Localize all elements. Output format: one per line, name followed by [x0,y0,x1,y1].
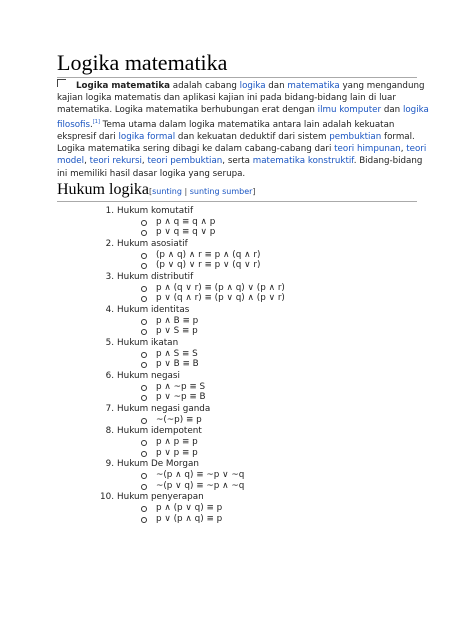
bullet-icon [141,253,147,259]
intro-paragraph: Logika matematika adalah cabang logika dan matematika yang mengandung kajian logika matematis dan aplikasi kajian ini pada bidang-bidang lain di luar matematika. Logika matematika berhubungan erat dengan ilmu komputer dan logika filosofis.[1] Tema utama dalam logika matematika antara lain adalah kekuatan ekspresif dari logika formal dan kekuatan deduktif dari sistem pembuktian formal. Logika matematika sering dibagi ke dalam cabang-cabang dari teori himpunan, teori model, teori rekursi, teori pembuktian, serta matematika konstruktif. Bidang-bidang ini memiliki hasil dasar logika yang serupa. [57,81,429,179]
law-formula: p ∨ (q ∧ r) ≡ (p ∨ q) ∧ (p ∨ r) [156,293,285,304]
link-matematika-konstruktif[interactable]: matematika konstruktif [252,156,354,167]
law-number: 7. [105,404,114,414]
link-logika[interactable]: logika [239,81,266,91]
link-teori-himpunan[interactable]: teori himpunan [334,144,401,155]
intro-term: Logika matematika [76,81,171,91]
law-name: Hukum distributif [117,272,194,282]
law-name: Hukum negasi ganda [117,404,211,414]
bullet-icon [141,263,147,269]
law-number: 8. [105,426,114,437]
law-formula: p ∧ p ≡ p [156,436,198,447]
bullet-icon [141,506,147,512]
broken-image-icon [57,79,66,87]
edit-link[interactable]: sunting [152,187,182,196]
link-teori-rekursi[interactable]: teori rekursi [89,156,142,167]
title-divider [57,77,417,78]
link-teori-pembuktian[interactable]: teori pembuktian [147,156,223,167]
law-formula: (p ∧ q) ∧ r ≡ p ∧ (q ∧ r) [156,249,261,260]
law-formula: ~(p ∨ q) ≡ ~p ∧ ~q [156,480,245,491]
link-matematika[interactable]: matematika [287,81,340,91]
bullet-icon [141,296,147,302]
link-logika-filosofis[interactable]: logika filosofis [57,105,429,131]
law-name: Hukum asosiatif [117,239,188,249]
bullet-icon [141,395,147,401]
law-name: Hukum ikatan [117,338,179,348]
bullet-icon [141,473,147,479]
law-name: Hukum komutatif [117,206,194,216]
reference-marker[interactable]: [1] [92,119,100,126]
law-formula: p ∨ p ≡ p [156,447,198,458]
law-number: 1. [105,206,114,216]
law-number: 10. [100,492,114,503]
bullet-icon [141,286,147,292]
section-title: Hukum logika [57,181,149,198]
law-formula: p ∨ S ≡ p [156,326,198,337]
bullet-icon [141,451,147,457]
law-formula: p ∧ (p ∨ q) ≡ p [156,502,223,513]
bullet-icon [141,220,147,226]
section-heading [57,181,256,199]
law-number: 6. [105,371,114,381]
law-formula: p ∧ S ≡ S [156,348,198,359]
law-formula: ~(~p) ≡ p [156,414,202,425]
page-title: Logika matematika [57,50,228,75]
law-formula: p ∨ B ≡ B [156,359,199,370]
law-number: 2. [105,239,114,249]
section-divider [57,201,417,202]
link-ilmu-komputer[interactable]: ilmu komputer [317,105,382,116]
law-number: 9. [105,459,114,470]
law-name: Hukum negasi [117,371,180,381]
law-name: Hukum penyerapan [117,492,204,503]
law-formula: p ∧ B ≡ p [156,315,199,326]
law-number: 5. [105,338,114,348]
link-pembuktian[interactable]: pembuktian [329,132,382,143]
law-name: Hukum idempotent [117,426,202,437]
bullet-icon [141,385,147,391]
bullet-icon [141,517,147,523]
edit-source-link[interactable]: sunting sumber [189,187,253,196]
law-name: Hukum De Morgan [117,459,199,470]
law-formula: p ∧ q ≡ q ∧ p [156,216,216,227]
section-edit-links: [sunting | sunting sumber] [149,187,256,196]
law-formula: p ∨ ~p ≡ B [156,392,206,403]
bullet-icon [141,484,147,490]
bullet-icon [141,362,147,368]
law-formula: (p ∨ q) ∨ r ≡ p ∨ (q ∨ r) [156,260,261,271]
bullet-icon [141,230,147,236]
bullet-icon [141,440,147,446]
law-formula: p ∨ q ≡ q ∨ p [156,227,216,238]
link-logika-formal[interactable]: logika formal [118,132,176,143]
bullet-icon [141,319,147,325]
law-name: Hukum identitas [117,305,190,315]
bullet-icon [141,418,147,424]
law-formula: ~(p ∧ q) ≡ ~p ∨ ~q [156,469,245,480]
bullet-icon [141,352,147,358]
bullet-icon [141,329,147,335]
law-formula: p ∨ (p ∧ q) ≡ p [156,513,223,524]
link-teori-model[interactable]: teori model [57,144,427,167]
law-formula: p ∧ (q ∨ r) ≡ (p ∧ q) ∨ (p ∧ r) [156,282,285,293]
law-number: 3. [105,272,114,282]
law-number: 4. [105,305,114,315]
law-formula: p ∧ ~p ≡ S [156,381,206,392]
